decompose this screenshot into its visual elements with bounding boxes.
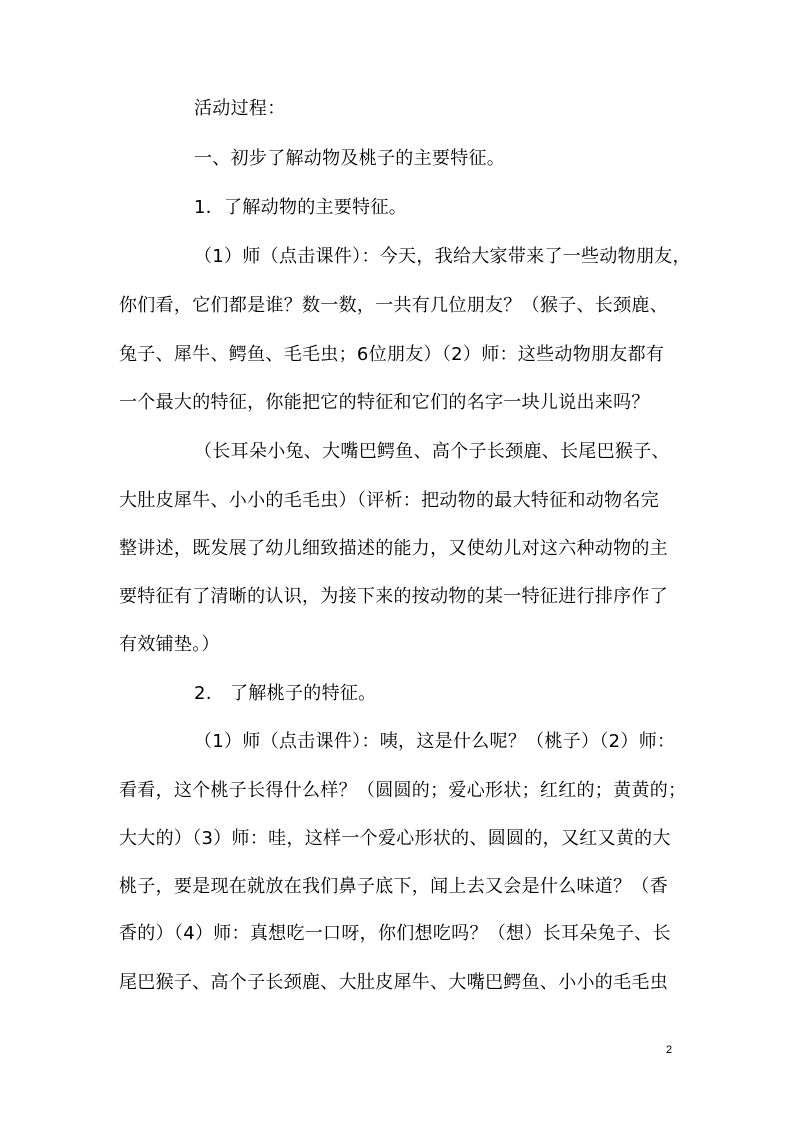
text-line-17: 桃子，要是现在就放在我们鼻子底下，闻上去又会是什么味道？（香 bbox=[119, 876, 668, 897]
text-line-18: 香的）（4）师：真想吃一口呀，你们想吃吗？（想）长耳朵兔子、长 bbox=[119, 923, 671, 944]
text-line-7: 一个最大的特征，你能把它的特征和它们的名字一块儿说出来吗？ bbox=[119, 392, 650, 413]
text-line-4: （1）师（点击课件）：今天，我给大家带来了一些动物朋友， bbox=[194, 246, 691, 267]
text-line-5: 你们看，它们都是谁？数一数，一共有几位朋友？（猴子、长颈鹿、 bbox=[119, 295, 668, 316]
page-number: 2 bbox=[666, 1044, 673, 1056]
section-heading: 一、初步了解动物及桃子的主要特征。 bbox=[194, 148, 506, 169]
text-line-14: （1）师（点击课件）：咦，这是什么呢？（桃子）（2）师： bbox=[194, 731, 676, 752]
text-line-10: 整讲述，既发展了幼儿细致描述的能力，又使幼儿对这六种动物的主 bbox=[119, 538, 668, 559]
text-line-12: 有效铺垫。） bbox=[119, 634, 220, 655]
text-line-8: （长耳朵小兔、大嘴巴鳄鱼、高个子长颈鹿、长尾巴猴子、 bbox=[194, 441, 670, 462]
text-line-1: 活动过程： bbox=[194, 98, 286, 119]
text-line-15: 看看，这个桃子长得什么样？（圆圆的；爱心形状；红红的；黄黄的； bbox=[119, 780, 687, 801]
subsection-heading-2: 2. 了解桃子的特征。 bbox=[194, 683, 377, 704]
text-line-9: 大肚皮犀牛、小小的毛毛虫）（评析：把动物的最大特征和动物名完 bbox=[119, 490, 659, 511]
text-line-16: 大大的）（3）师：哇，这样一个爱心形状的、圆圆的，又红又黄的大 bbox=[119, 828, 671, 849]
subsection-heading: 1．了解动物的主要特征。 bbox=[194, 197, 408, 218]
text-line-11: 要特征有了清晰的认识，为接下来的按动物的某一特征进行排序作了 bbox=[119, 586, 668, 607]
text-line-19: 尾巴猴子、高个子长颈鹿、大肚皮犀牛、大嘴巴鳄鱼、小小的毛毛虫 bbox=[119, 972, 668, 993]
text-line-6: 兔子、犀牛、鳄鱼、毛毛虫；6位朋友）（2）师：这些动物朋友都有 bbox=[119, 344, 665, 365]
